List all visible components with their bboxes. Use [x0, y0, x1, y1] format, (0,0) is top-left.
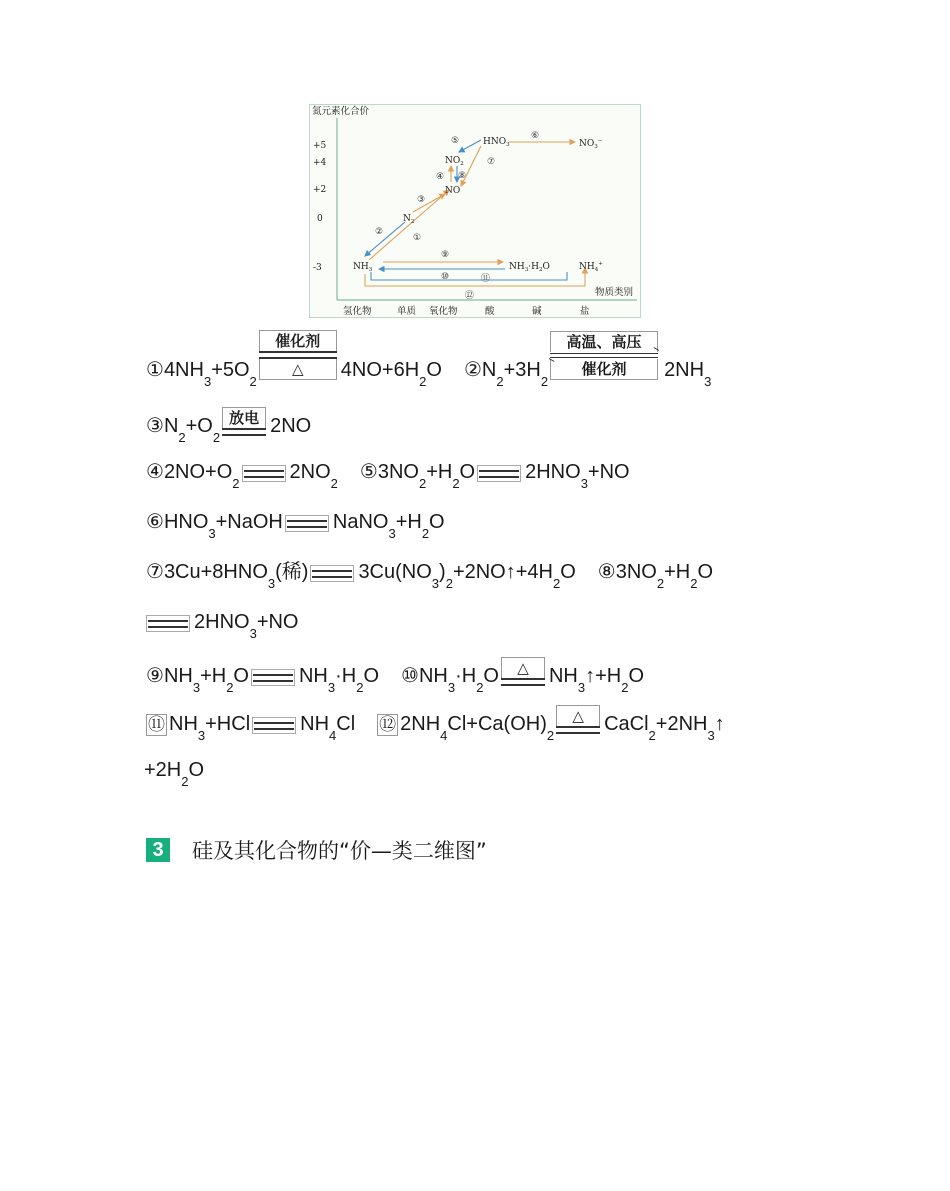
arrow-num-9: ⑨ [441, 250, 450, 260]
equals-sign [242, 465, 286, 482]
reaction-condition [556, 705, 600, 734]
x-axis-title: 物质类别 [595, 287, 634, 298]
species-hno3: $HNO_3$ [483, 137, 510, 148]
equation-number: ⑦ [146, 561, 164, 583]
equation-number: ② [463, 359, 482, 381]
arrow-num-1: ① [413, 233, 422, 243]
reaction-condition [501, 657, 545, 686]
equation-6: ⑥ HNO 3 +NaOH NaNO 3 +H 2 O [146, 511, 445, 541]
equation-12-continued: +2H 2 O [144, 759, 205, 789]
condition-catalyst: 催化剂 [259, 330, 337, 351]
equals-sign [146, 615, 190, 632]
equation-9: ⑨ NH 3 +H 2 O NH 3 ·H 2 O [146, 665, 380, 695]
arrow-num-11: ⑪ [481, 274, 491, 284]
arrow-num-2: ② [375, 227, 384, 237]
arrow-num-7: ⑦ [487, 157, 496, 167]
equation-line-9 [144, 752, 205, 789]
equation-number: ③ [146, 415, 164, 437]
species-no2: $NO_2$ [445, 156, 464, 167]
arrow-num-12: ⑫ [465, 291, 475, 301]
equation-3: ③ N 2 +O 2 放电 2NO [146, 409, 312, 445]
x-cat-oxide: 氧化物 [429, 306, 458, 317]
equation-8-continued: 2HNO 3 +NO [144, 610, 299, 634]
equation-number: ⑥ [146, 511, 164, 533]
condition-heat: △ [501, 657, 545, 678]
equation-10: ⑩ NH 3 ·H 2 O △ NH 3 ↑+H 2 O [401, 659, 645, 695]
equals-sign [285, 515, 329, 532]
section-title: 硅及其化合物的“价—类二维图” [192, 839, 487, 863]
equation-2: ② N 2 +3H 2 高温、高压 催化剂 2NH 3 [463, 333, 712, 389]
nitrogen-valence-class-diagram [309, 104, 641, 318]
equation-7: ⑦ 3Cu+8HNO 3 (稀) 3Cu(NO 3 ) 2 +2NO↑+4H 2 O [146, 561, 576, 591]
y-tick-minus3: -3 [313, 263, 322, 273]
x-cat-hydride: 氢化物 [343, 306, 372, 317]
equation-line-1 [146, 332, 712, 389]
equation-1: ① 4NH 3 +5O 2 催化剂 △ 4NO+6H 2 O [146, 332, 442, 389]
equation-number: ⑪ [148, 715, 165, 734]
x-cat-base: 碱 [532, 306, 542, 317]
equation-11: ⑪ NH 3 +HCl NH 4 Cl [148, 713, 356, 743]
arrow-num-3: ③ [417, 195, 426, 205]
equation-line-2 [146, 408, 312, 445]
arrow-num-10: ⑩ [441, 272, 450, 282]
equation-8: ⑧ 3NO 2 +H 2 O [597, 561, 714, 591]
y-tick-plus5: +5 [313, 141, 327, 151]
reversible-condition [550, 331, 658, 380]
equation-number: ① [146, 359, 164, 381]
species-no3-minus: $NO_3^-$ [579, 138, 603, 150]
x-cat-acid: 酸 [485, 306, 495, 317]
condition-heat: △ [259, 359, 337, 380]
species-nh3: $NH_3$ [353, 262, 373, 273]
equals-sign [252, 717, 296, 734]
species-nh3-h2o: $NH_3\cdot H_2O$ [509, 262, 550, 273]
arrow-num-6: ⑥ [531, 131, 540, 141]
y-tick-plus4: +4 [313, 158, 327, 168]
equation-number: ⑫ [379, 715, 397, 734]
equation-line-4 [146, 504, 445, 541]
equation-number: ⑩ [401, 665, 419, 687]
x-cat-salt: 盐 [580, 306, 590, 317]
condition-discharge: 放电 [222, 407, 266, 428]
x-cat-element: 单质 [397, 306, 417, 317]
equals-sign [251, 669, 295, 686]
equation-number: ④ [146, 461, 164, 483]
equation-line-7 [146, 658, 645, 695]
condition-high-temp-pressure: 高温、高压 [550, 331, 658, 352]
arrow-num-5: ⑤ [451, 136, 460, 146]
section-heading [146, 835, 487, 865]
reaction-condition [222, 407, 266, 436]
condition-catalyst: 催化剂 [550, 359, 658, 380]
section-number-badge: 3 [146, 838, 170, 862]
arrow-num-4: ④ [436, 172, 445, 182]
equation-4: ④ 2NO+O 2 2NO 2 [146, 461, 338, 491]
equation-line-8 [146, 706, 725, 743]
y-tick-zero: 0 [317, 214, 323, 224]
dilute-label: (稀) [275, 561, 309, 583]
species-no: NO [445, 186, 461, 196]
equation-number: ⑧ [597, 561, 616, 583]
equation-number: ⑨ [146, 665, 164, 687]
equation-line-5 [146, 554, 714, 591]
equation-number: ⑤ [359, 461, 378, 483]
equation-line-3 [146, 454, 630, 491]
equals-sign [477, 465, 521, 482]
y-tick-plus2: +2 [313, 185, 327, 195]
reaction-condition [259, 330, 337, 380]
species-nh4-plus: $NH_4^+$ [579, 261, 603, 273]
equation-5: ⑤ 3NO 2 +H 2 O 2HNO 3 +NO [359, 461, 630, 491]
equation-line-6 [144, 604, 299, 641]
equation-12: ⑫ 2NH 4 Cl+Ca(OH) 2 △ CaCl 2 +2NH 3 ↑ [379, 707, 725, 743]
species-n2: $N_2$ [403, 214, 415, 225]
y-axis-title: 氮元素化合价 [312, 106, 370, 117]
condition-heat: △ [556, 705, 600, 726]
arrow-num-8: ⑧ [458, 171, 467, 181]
equals-sign [310, 565, 354, 582]
